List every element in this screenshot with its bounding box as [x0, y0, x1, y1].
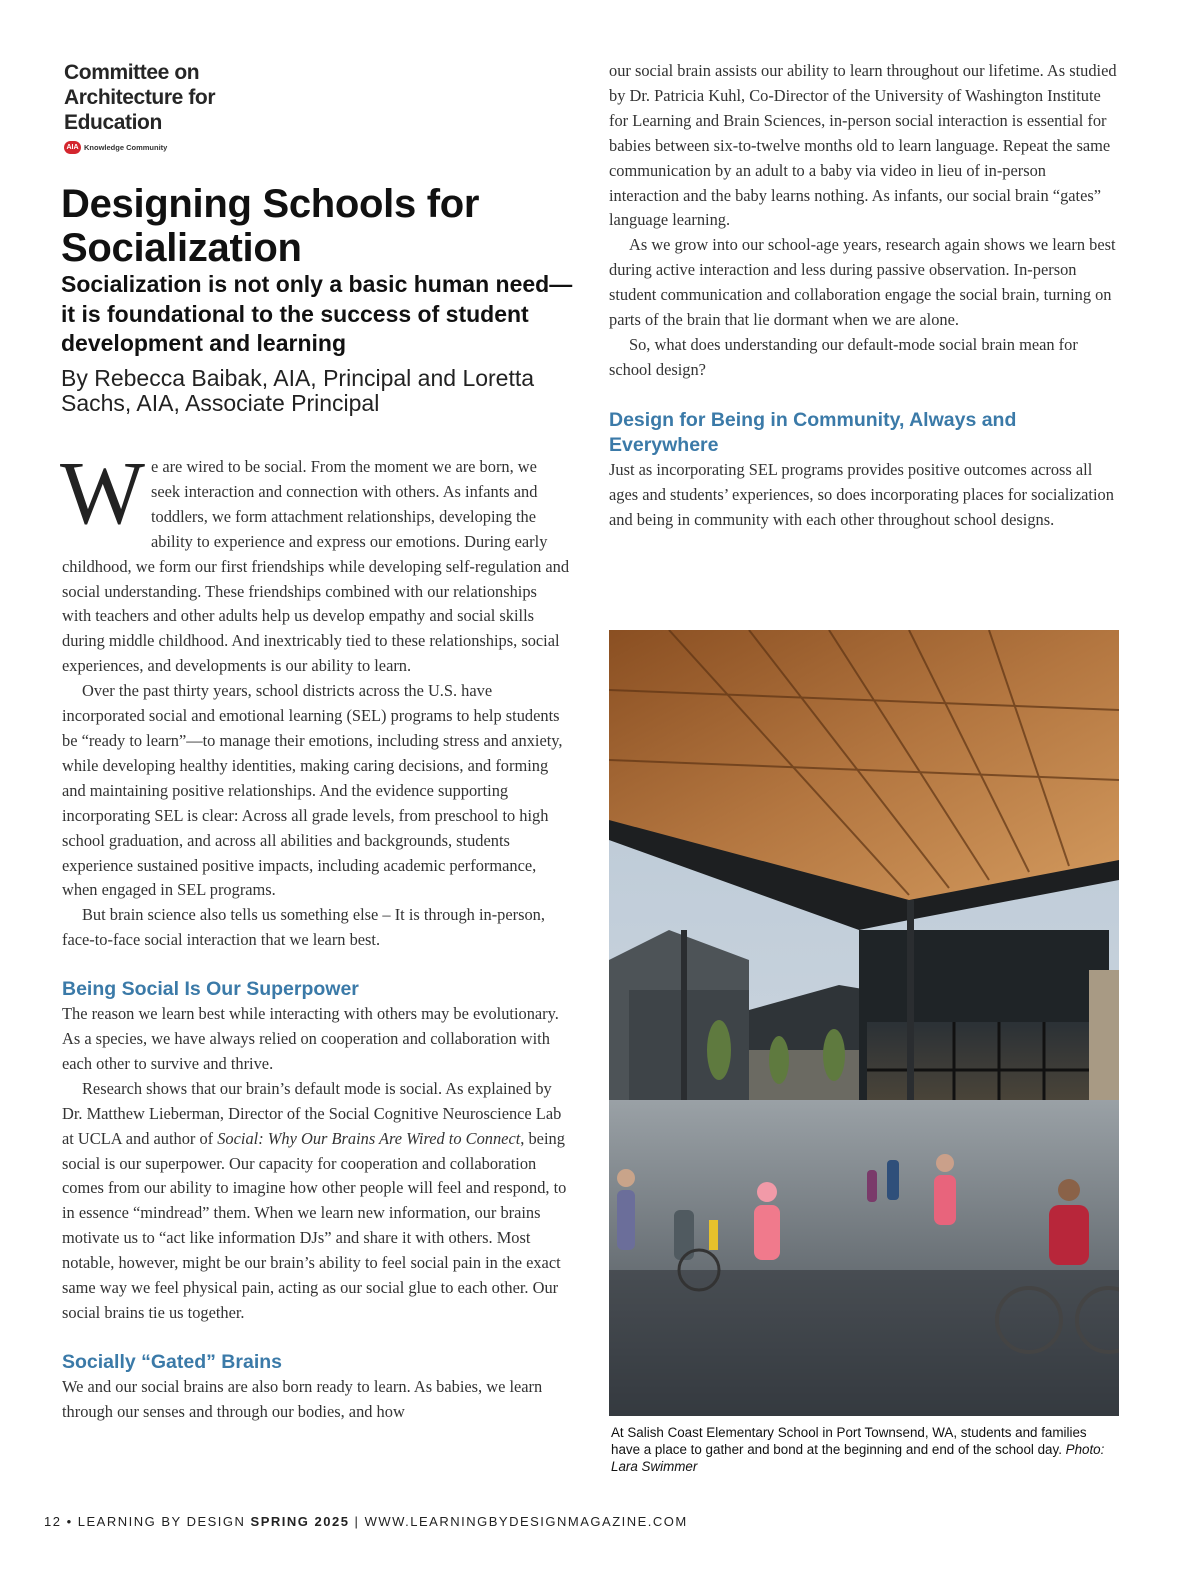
paragraph-intro	[60, 444, 570, 679]
paragraph-born-ready: We and our social brains are also born ready to learn. As babies, we learn through our senses and through our bodies, and how	[62, 1376, 543, 1421]
committee-line-1: Committee on	[64, 61, 200, 84]
right-column	[609, 59, 1119, 533]
paragraph-kuhl: our social brain assists our ability to learn throughout our lifetime. As studied by Dr. Patricia Kuhl, Co-Director of the University of Washington Institute for Learning and Brain Sciences, in-person social interaction is essential for babies between six-to-twelve months old to learn language. Repeat the same communication by an adult to a baby via video in lieu of in-person interaction and the baby learns nothing. As infants, our social brain “gates” language learning.	[609, 61, 1117, 230]
article-title: Designing Schools for Socialization	[61, 182, 480, 270]
footer-separator: |	[354, 1514, 360, 1529]
paragraph-lieberman: Research shows that our brain’s default mode is social. As explained by Dr. Matthew Lieberman, Director of the Social Cognitive Neuroscience Lab at UCLA and author of Social: Why Our Brains Are Wired to Connect, being social is our superpower. Our capacity for cooperation and collaboration comes from our ability to imagine how other people will feel and respond, to in essence “mindread” them. When we learn new information, our brains motivate us to “act like information DJs” and share it with others. Most notable, however, might be our brain’s ability to feel social pain in the exact same way we feel physical pain, acting as our social glue to each other. Our social brains tie us together.	[62, 1078, 567, 1322]
book-title: Social: Why Our Brains Are Wired to Connect	[217, 1128, 521, 1148]
magazine-url: WWW.LEARNINGBYDESIGNMAGAZINE.COM	[364, 1514, 688, 1529]
paragraph-intro-text: e are wired to be social. From the moment we are born, we seek interaction and connection with others. As infants and toddlers, we form attachment relationships, developing the ability to experience and express our emotions. During early childhood, we form our first friendships while developing self-regulation and social understanding. These friendships combined with our relationships with teachers and other adults help us develop empathy and social skills during middle childhood. And inextricably tied to these relationships, social experiences, and developments is our ability to learn.	[62, 457, 570, 676]
issue-label: SPRING 2025	[250, 1514, 350, 1529]
page-number: 12	[44, 1514, 62, 1529]
heading-superpower: Being Social Is Our Superpower	[62, 978, 359, 1001]
committee-line-2: Architecture for	[64, 86, 216, 109]
heading-gated: Socially “Gated” Brains	[62, 1350, 282, 1373]
photo-caption: At Salish Coast Elementary School in Port Townsend, WA, students and families have a place to gather and bond at the beginning and end of the school day. Photo: Lara Swimmer	[611, 1425, 1105, 1474]
article-byline: By Rebecca Baibak, AIA, Principal and Loretta Sachs, AIA, Associate Principal	[61, 365, 535, 416]
aia-knowledge-community	[64, 141, 284, 154]
left-column	[60, 444, 570, 1425]
page-footer	[44, 1514, 688, 1529]
heading-community: Design for Being in Community, Always and Everywhere	[609, 408, 1017, 456]
paragraph-brain-science: But brain science also tells us something else – It is through in-person, face-to-face social interaction that we learn best.	[62, 905, 545, 950]
school-photo	[609, 630, 1119, 1416]
committee-line-3: Education	[64, 111, 162, 134]
article-subtitle: Socialization is not only a basic human need—it is foundational to the success of student development and learning	[61, 271, 573, 356]
paragraph-community: Just as incorporating SEL programs provides positive outcomes across all ages and students’ experiences, so does incorporating places for socialization and being in community with each other throughout school designs.	[609, 459, 1114, 529]
knowledge-community-label: Knowledge Community	[84, 143, 168, 152]
aia-logo-icon: AIA	[64, 141, 81, 154]
magazine-name: LEARNING BY DESIGN	[77, 1514, 246, 1529]
paragraph-sel: Over the past thirty years, school districts across the U.S. have incorporated social and emotional learning (SEL) programs to help students be “ready to learn”—to manage their emotions, including stress and anxiety, while developing healthy identities, making caring decisions, and forming and maintaining positive relationships. And the evidence supporting incorporating SEL is clear: Across all grade levels, from preschool to high school graduation, and across all abilities and backgrounds, students experience sustained positive impacts, including academic performance, when engaged in SEL programs.	[62, 681, 563, 900]
footer-bullet: •	[66, 1514, 73, 1529]
drop-cap: W	[60, 444, 145, 543]
paragraph-school-age: As we grow into our school-age years, research again shows we learn best during active interaction and less during passive observation. In-person student communication and collaboration engage the social brain, turning on parts of the brain that lie dormant when we are alone.	[609, 235, 1116, 330]
paragraph-question: So, what does understanding our default-mode social brain mean for school design?	[609, 334, 1078, 379]
photo-credit: Photo: Lara Swimmer	[611, 1442, 1105, 1474]
school-photo-illustration	[609, 630, 1119, 1416]
committee-logo	[64, 60, 284, 154]
paragraph-evolutionary: The reason we learn best while interacting with others may be evolutionary. As a species, we have always relied on cooperation and collaboration with each other to survive and thrive.	[62, 1004, 559, 1073]
